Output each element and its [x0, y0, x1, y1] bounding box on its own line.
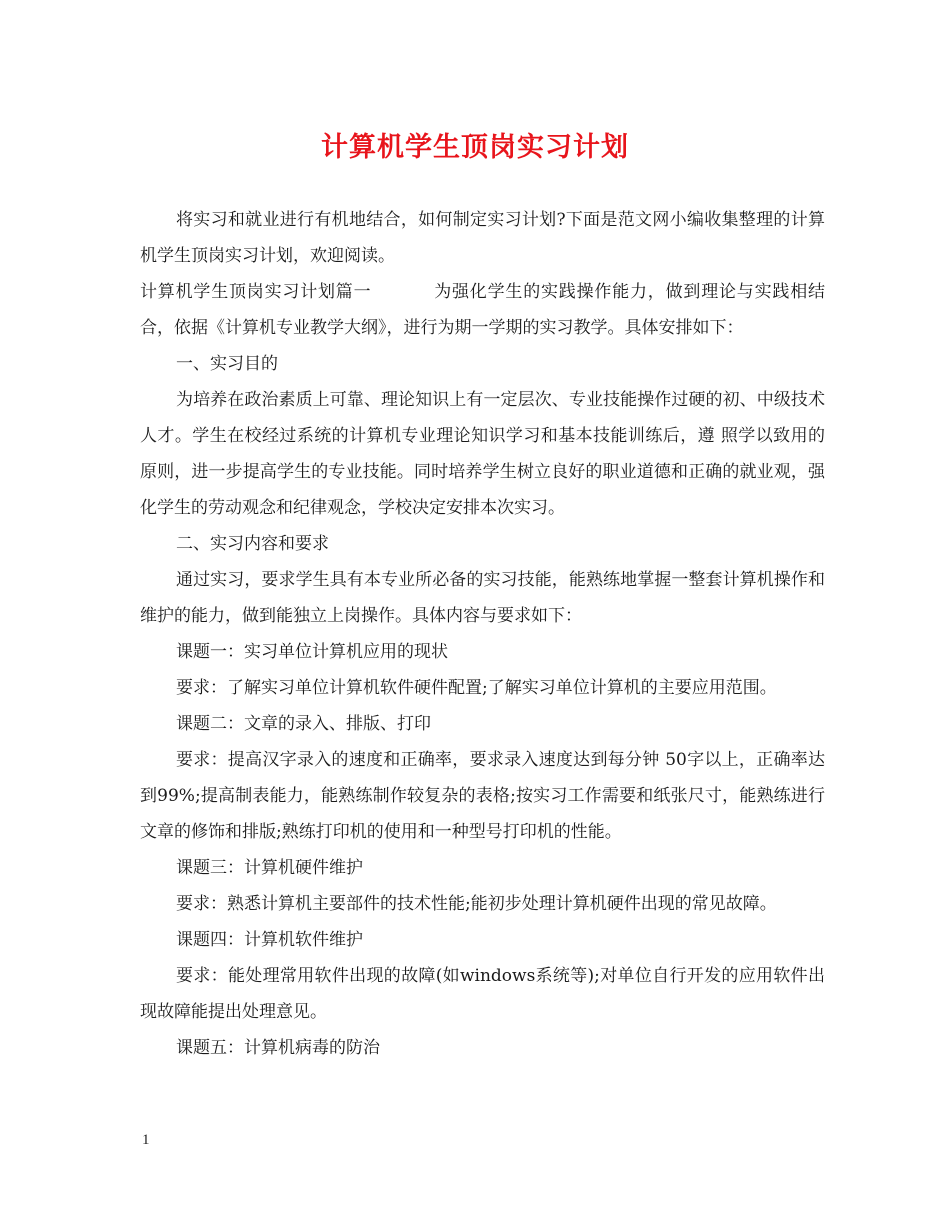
- heading-purpose: 一、实习目的: [176, 354, 278, 374]
- page-number: 1: [142, 1132, 150, 1148]
- topic-1-requirement: 要求：了解实习单位计算机软件硬件配置;了解实习单位计算机的主要应用范围。: [176, 678, 777, 698]
- topic-4-requirement: 要求：能处理常用软件出现的故障(如windows系统等);对单位自行开发的应用软件出现故障能提出处理意见。: [140, 966, 825, 1022]
- topic-2-title: 课题二：文章的录入、排版、打印: [176, 714, 431, 734]
- purpose-paragraph: 为培养在政治素质上可靠、理论知识上有一定层次、专业技能操作过硬的初、中级技术人才。学生在校经过系统的计算机专业理论知识学习和基本技能训练后，遵 照学以致用的原则，进一步提高学生的专业技能。同时培养学生树立良好的职业道德和正确的就业观，强化学生的劳动观念和纪律观念，学校决定安排本次实习。: [140, 390, 825, 518]
- document-title: 计算机学生顶岗实习计划: [321, 132, 629, 163]
- topic-1-title: 课题一：实习单位计算机应用的现状: [176, 642, 448, 662]
- topic-5-title: 课题五：计算机病毒的防治: [176, 1038, 380, 1058]
- section-paragraph: [140, 274, 825, 346]
- topic-3-requirement: 要求：熟悉计算机主要部件的技术性能;能初步处理计算机硬件出现的常见故障。: [176, 894, 777, 914]
- section-label: 计算机学生顶岗实习计划篇一: [140, 282, 372, 302]
- topic-4-title: 课题四：计算机软件维护: [176, 930, 363, 950]
- content-intro-paragraph: 通过实习，要求学生具有本专业所必备的实习技能，能熟练地掌握一整套计算机操作和维护的能力，做到能独立上岗操作。具体内容与要求如下：: [140, 570, 825, 626]
- heading-content: 二、实习内容和要求: [176, 534, 329, 554]
- section-text: 为强化学生的实践操作能力，做到理论与实践相结合，依据《计算机专业教学大纲》，进行为期一学期的实习教学。具体安排如下：: [140, 282, 826, 338]
- document-body: [140, 202, 825, 1066]
- topic-3-title: 课题三：计算机硬件维护: [176, 858, 363, 878]
- intro-paragraph: 将实习和就业进行有机地结合，如何制定实习计划?下面是范文网小编收集整理的计算机学生顶岗实习计划，欢迎阅读。: [140, 210, 825, 266]
- topic-2-requirement: 要求：提高汉字录入的速度和正确率，要求录入速度达到每分钟 50字以上，正确率达到99%;提高制表能力，能熟练制作较复杂的表格;按实习工作需要和纸张尺寸，能熟练进行文章的修饰和排版;熟练打印机的使用和一种型号打印机的性能。: [140, 750, 825, 842]
